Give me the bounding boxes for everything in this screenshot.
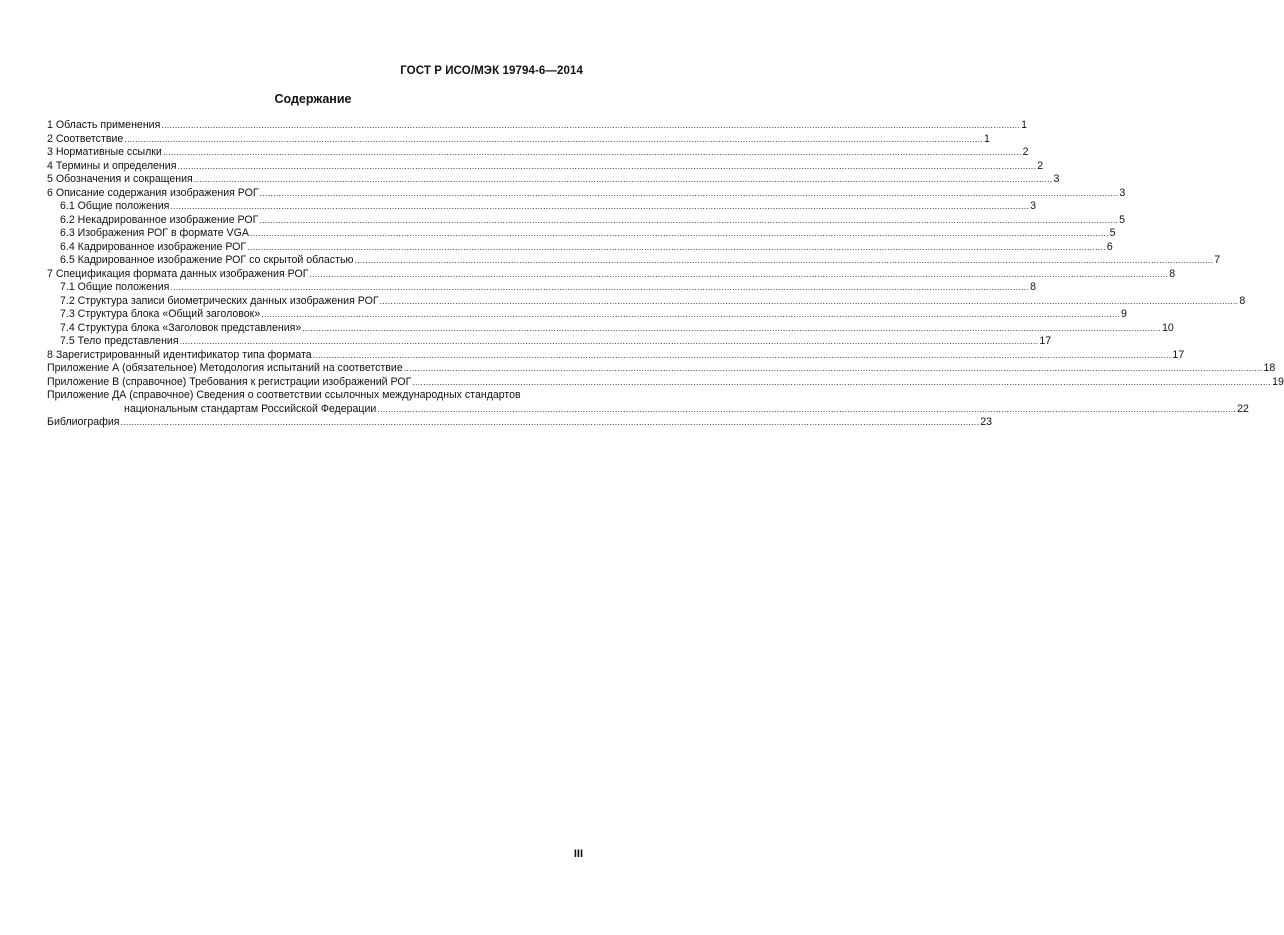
toc-entry-page: 17 [1172, 348, 1185, 361]
toc-entry[interactable] [47, 186, 1126, 201]
toc-subentry[interactable] [47, 321, 1174, 336]
toc-entry-page: 19 [1272, 375, 1284, 388]
toc-entry-page: 2 [1022, 146, 1029, 158]
toc-subentry[interactable] [47, 227, 1116, 241]
toc-entry-title: 6.5 Кадрированное изображение РОГ со скрытой областью [60, 254, 354, 266]
toc-entry-page: 8 [1169, 267, 1176, 280]
toc-entry-appendix[interactable] [47, 389, 1249, 416]
toc-entry-title: 7.1 Общие положения [60, 281, 170, 293]
toc-entry-title: 6.2 Некадрированное изображение РОГ [60, 213, 259, 226]
toc-entry[interactable] [47, 146, 1029, 160]
toc-entry-page: 5 [1109, 227, 1116, 239]
toc-entry[interactable] [47, 119, 1027, 133]
toc-entry-page: 22 [1237, 402, 1249, 415]
toc-entry-page: 8 [1239, 294, 1246, 307]
toc-entry-title: 7.3 Структура блока «Общий заголовок» [60, 308, 261, 320]
toc-entry-page: 6 [1106, 240, 1113, 253]
toc-entry-page: 1 [1021, 119, 1027, 131]
toc-subentry[interactable] [47, 294, 1246, 309]
toc-entry-page: 9 [1120, 308, 1127, 320]
toc-entry-page: 10 [1162, 321, 1174, 334]
toc-subentry[interactable] [47, 281, 1037, 295]
document-standard-header: ГОСТ Р ИСО/МЭК 19794-6—2014 [400, 65, 583, 77]
toc-entry-title: 6 Описание содержания изображения РОГ [47, 186, 259, 199]
toc-entry-title: 1 Область применения [47, 119, 161, 131]
toc-subentry[interactable] [47, 254, 1221, 268]
toc-dot-leader [250, 227, 1109, 241]
toc-entry[interactable] [47, 132, 990, 147]
table-of-contents [47, 119, 1284, 430]
toc-dot-leader [120, 416, 979, 430]
page-title: Содержание [274, 92, 352, 106]
toc-dot-leader [380, 295, 1239, 309]
toc-entry-title: 7.2 Структура записи биометрических данных изображения РОГ [60, 294, 379, 307]
toc-subentry[interactable] [47, 240, 1113, 255]
toc-entry-title: 4 Термины и определения [47, 159, 177, 172]
toc-entry-title: 6.1 Общие положения [60, 200, 170, 212]
toc-entry-title: Приложение В (справочное) Требования к регистрации изображений РОГ [47, 375, 412, 388]
toc-dot-leader [194, 173, 1053, 187]
toc-dot-leader [313, 349, 1172, 363]
toc-subentry[interactable] [47, 308, 1127, 322]
toc-entry-title: 8 Зарегистрированный идентификатор типа формата [47, 348, 312, 361]
toc-dot-leader [170, 200, 1029, 214]
toc-entry[interactable] [47, 348, 1185, 363]
toc-dot-leader [247, 241, 1106, 255]
toc-dot-leader [302, 322, 1161, 336]
toc-dot-leader [309, 268, 1168, 282]
toc-dot-leader [260, 187, 1119, 201]
toc-entry[interactable] [47, 173, 1060, 187]
toc-entry-page: 1 [984, 132, 990, 145]
toc-entry-page: 5 [1119, 213, 1126, 226]
toc-entry-title: 7 Спецификация формата данных изображения РОГ [47, 267, 309, 280]
toc-entry-page: 23 [980, 416, 993, 428]
toc-entry-title: 7.5 Тело представления [60, 335, 179, 347]
toc-entry-title: Библиография [47, 416, 120, 428]
toc-entry-page: 17 [1039, 335, 1052, 347]
toc-entry-title: Приложение А (обязательное) Методология испытаний на соответствие [47, 362, 403, 374]
toc-dot-leader [163, 146, 1022, 160]
toc-entry-continuation [47, 402, 1249, 417]
toc-entry-appendix[interactable] [47, 375, 1284, 390]
toc-dot-leader [170, 281, 1029, 295]
toc-entry-page: 2 [1037, 159, 1044, 172]
toc-dot-leader [261, 308, 1120, 322]
toc-dot-leader [161, 119, 1020, 133]
toc-entry-title: 5 Обозначения и сокращения [47, 173, 193, 185]
toc-dot-leader [377, 403, 1236, 417]
toc-entry-page: 3 [1030, 200, 1037, 212]
toc-entry-title-line2: национальным стандартам Российской Федерации [124, 402, 377, 415]
toc-dot-leader [354, 254, 1213, 268]
toc-dot-leader [124, 133, 983, 147]
toc-entry-title: 6.4 Кадрированное изображение РОГ [60, 240, 247, 253]
toc-entry-title-line1: Приложение ДА (справочное) Сведения о соответствии ссылочных международных стандартов [47, 389, 521, 401]
toc-entry-title: 3 Нормативные ссылки [47, 146, 162, 158]
toc-dot-leader [180, 335, 1039, 349]
toc-entry-page: 3 [1119, 186, 1126, 199]
toc-dot-leader [259, 214, 1118, 228]
toc-entry-page: 8 [1030, 281, 1037, 293]
toc-subentry[interactable] [47, 335, 1052, 349]
toc-entry-title: 2 Соответствие [47, 132, 124, 145]
toc-entry-page: 7 [1214, 254, 1221, 266]
toc-entry[interactable] [47, 159, 1044, 174]
toc-entry-title: 6.3 Изображения РОГ в формате VGA [60, 227, 249, 239]
toc-subentry[interactable] [47, 200, 1037, 214]
toc-dot-leader [404, 362, 1263, 376]
page-number: III [573, 848, 583, 860]
toc-dot-leader [412, 376, 1271, 390]
toc-entry[interactable] [47, 267, 1176, 282]
toc-entry-appendix[interactable] [47, 362, 1276, 376]
toc-entry-page: 3 [1053, 173, 1060, 185]
toc-entry-page: 18 [1263, 362, 1276, 374]
toc-entry-title: 7.4 Структура блока «Заголовок представления» [60, 321, 302, 334]
toc-entry-bibliography[interactable] [47, 416, 993, 430]
toc-dot-leader [177, 160, 1036, 174]
toc-subentry[interactable] [47, 213, 1126, 228]
